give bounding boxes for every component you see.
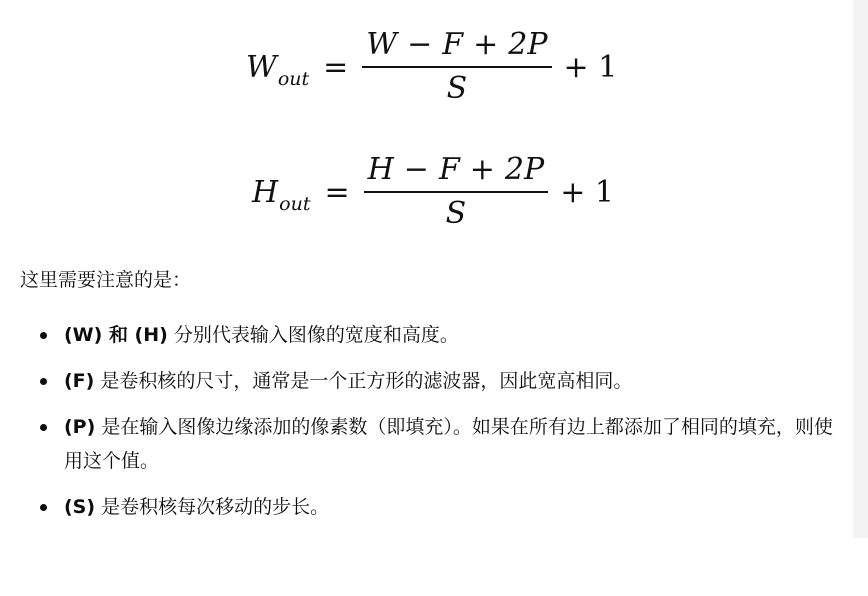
intro-text: 这里需要注意的是： xyxy=(20,269,192,291)
description: 是卷积核每次移动的步长。 xyxy=(95,496,330,518)
formula-lhs: $H_{out}$ xyxy=(252,174,311,215)
bullet-dot-icon xyxy=(40,424,47,431)
formula-width-out xyxy=(246,28,617,106)
fraction-numerator: W − F + 2P xyxy=(366,27,548,62)
list-item xyxy=(40,318,840,352)
bullet-list xyxy=(40,318,840,536)
term: (W) 和 (H) xyxy=(64,324,168,346)
term: (S) xyxy=(64,496,96,518)
fraction-denominator: S xyxy=(445,196,467,231)
right-edge-strip xyxy=(853,0,868,538)
formula-height-out xyxy=(252,153,614,231)
description: 是卷积核的尺寸，通常是一个正方形的滤波器，因此宽高相同。 xyxy=(94,370,633,392)
bullet-dot-icon xyxy=(40,378,47,385)
description: 是在输入图像边缘添加的像素数（即填充）。如果在所有边上都添加了相同的填充，则使用这个值。 xyxy=(64,416,833,472)
equals-sign: = xyxy=(323,49,349,85)
fraction xyxy=(362,28,551,106)
fraction-numerator: H − F + 2P xyxy=(367,152,545,187)
fraction xyxy=(364,153,549,231)
formula-tail: + 1 xyxy=(563,49,618,85)
bullet-dot-icon xyxy=(40,332,47,339)
formula-tail: + 1 xyxy=(560,174,614,210)
equals-sign: = xyxy=(324,174,350,210)
description: 分别代表输入图像的宽度和高度。 xyxy=(167,324,459,346)
list-item xyxy=(40,410,840,478)
list-item xyxy=(40,490,840,524)
formula-lhs: $W_{out}$ xyxy=(246,49,310,90)
term: (F) xyxy=(64,370,95,392)
term: (P) xyxy=(64,416,96,438)
fraction-denominator: S xyxy=(446,71,468,106)
bullet-dot-icon xyxy=(40,504,47,511)
list-item xyxy=(40,364,840,398)
